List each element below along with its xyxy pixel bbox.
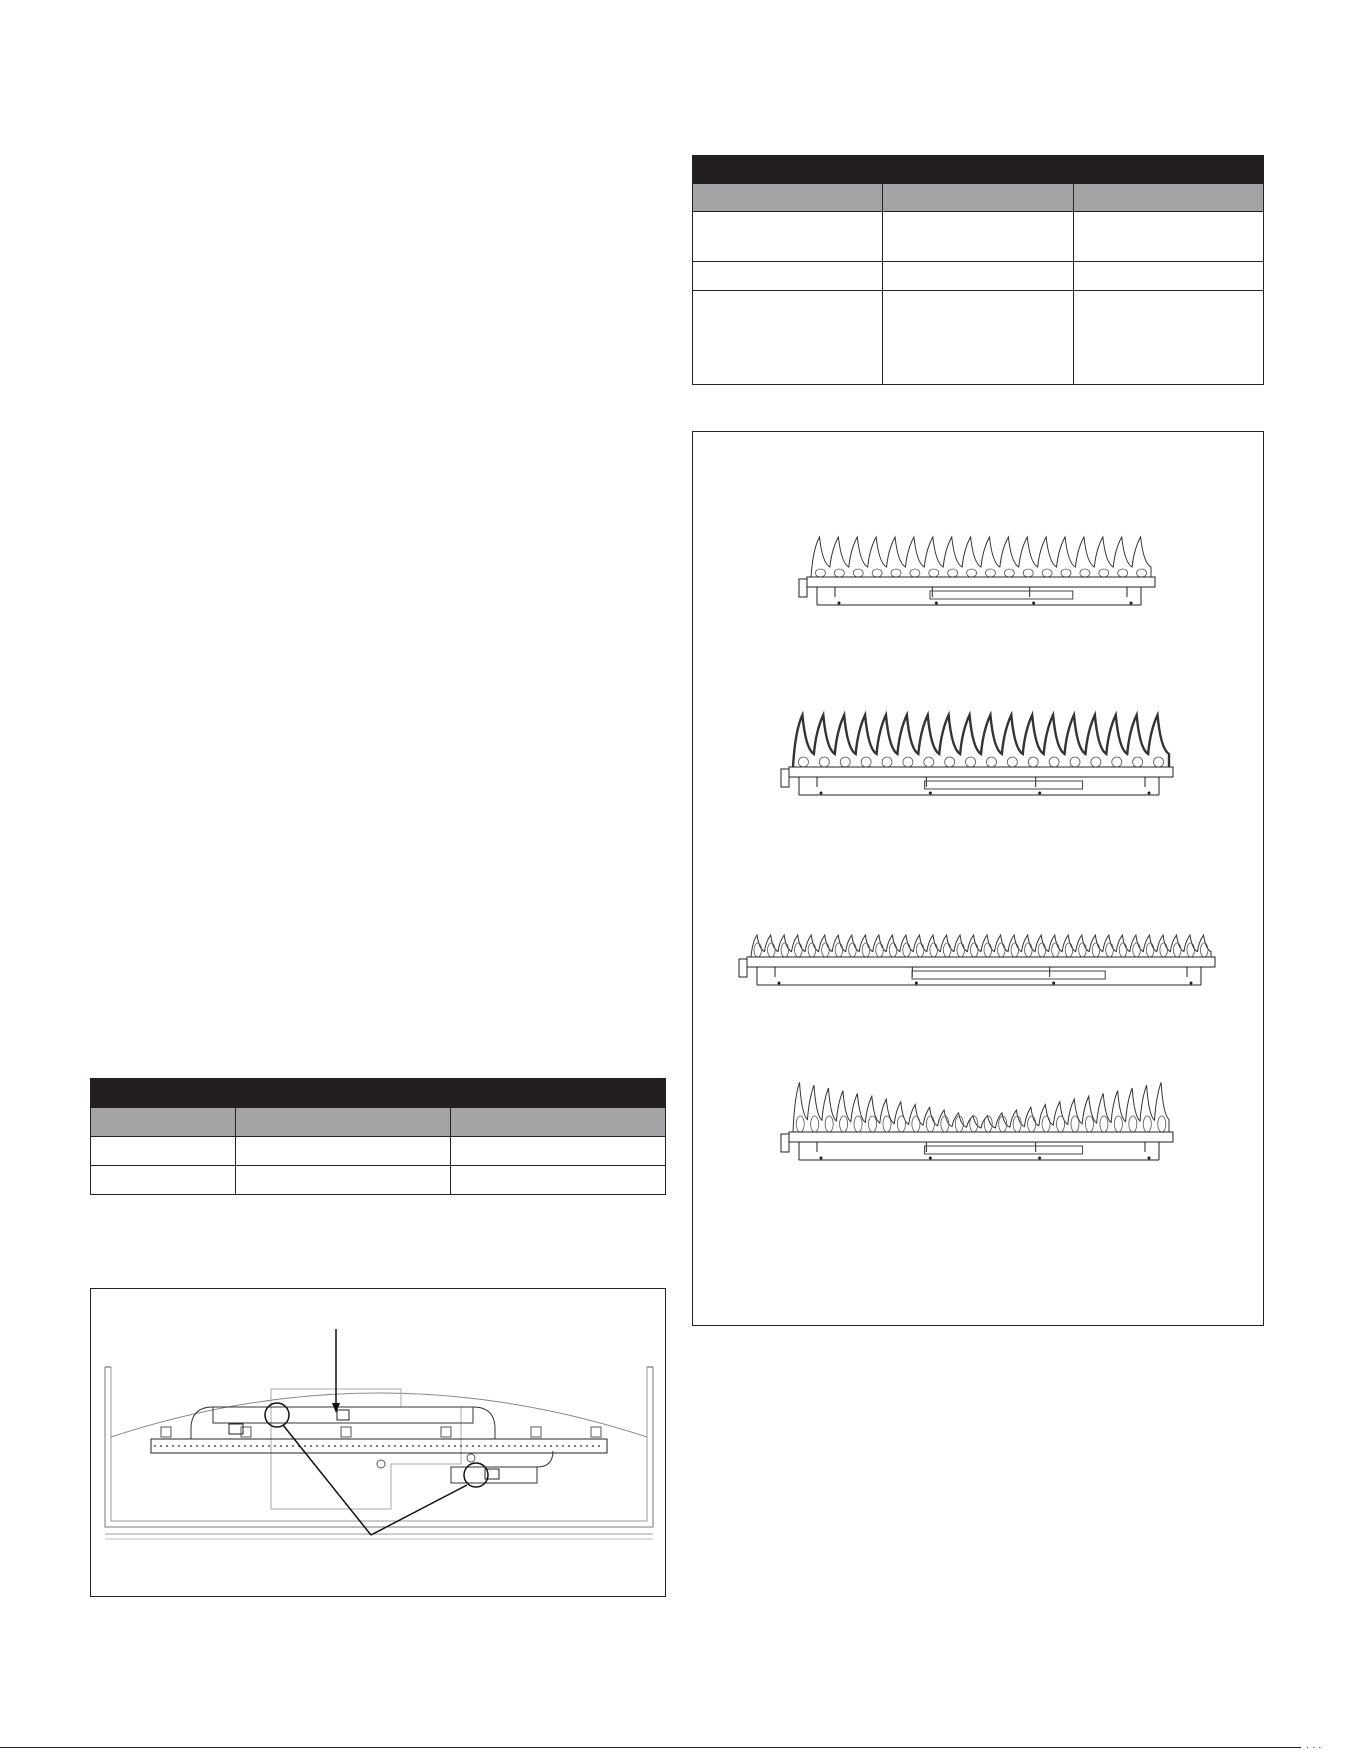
inner-flame — [929, 569, 939, 577]
bracket-foot — [1038, 1157, 1041, 1160]
table-cell — [91, 1137, 236, 1166]
header-cell — [693, 184, 883, 212]
page-number-mark: · · · — [1306, 1742, 1322, 1753]
port-hole — [496, 1445, 498, 1447]
table-cell — [1074, 262, 1264, 291]
inner-flame — [891, 569, 901, 577]
inner-flame — [883, 1116, 891, 1132]
port-hole — [328, 1445, 330, 1447]
inner-flame — [1042, 569, 1052, 577]
port-hole — [334, 1445, 336, 1447]
inner-flame — [811, 1116, 819, 1132]
bracket-foot — [778, 982, 781, 985]
inner-flame — [967, 569, 977, 577]
callout-arrow-head — [332, 1403, 340, 1413]
inner-flame — [1011, 943, 1019, 957]
header-cell — [451, 1108, 666, 1137]
port-hole — [286, 1445, 288, 1447]
bracket-foot — [1148, 792, 1151, 795]
spec-table-left — [90, 1078, 666, 1195]
burner-rail — [789, 1132, 1173, 1142]
bracket-foot — [838, 602, 841, 605]
port-hole — [202, 1445, 204, 1447]
inner-flame — [868, 1116, 876, 1132]
table-cell — [693, 212, 883, 262]
port-hole — [370, 1445, 372, 1447]
port-hole — [574, 1445, 576, 1447]
port-hole — [172, 1445, 174, 1447]
bracket-foot — [929, 792, 932, 795]
port-hole — [196, 1445, 198, 1447]
port-hole — [580, 1445, 582, 1447]
inner-flame — [1038, 943, 1046, 957]
port-hole — [310, 1445, 312, 1447]
table-cell — [693, 262, 883, 291]
port-hole — [418, 1445, 420, 1447]
port-hole — [520, 1445, 522, 1447]
port-hole — [226, 1445, 228, 1447]
port-hole — [274, 1445, 276, 1447]
port-hole — [568, 1445, 570, 1447]
port-hole — [376, 1445, 378, 1447]
inner-flame — [1023, 569, 1033, 577]
burner-port-holes — [154, 1445, 600, 1447]
inner-flame — [808, 943, 816, 957]
port-hole — [406, 1445, 408, 1447]
inner-flame — [903, 757, 913, 767]
port-hole — [466, 1445, 468, 1447]
valve-fitting — [781, 769, 789, 787]
table-row — [693, 262, 1264, 291]
port-hole — [190, 1445, 192, 1447]
inner-flame — [1106, 943, 1114, 957]
inner-flame — [903, 943, 911, 957]
inner-flame — [986, 757, 996, 767]
port-hole — [592, 1445, 594, 1447]
valve-fitting — [781, 1134, 789, 1152]
port-hole — [400, 1445, 402, 1447]
port-hole — [352, 1445, 354, 1447]
inner-flame — [910, 569, 920, 577]
inner-flame — [882, 757, 892, 767]
inner-flame — [1112, 757, 1122, 767]
inner-flame — [1133, 757, 1143, 767]
flame-appearance-drawing — [693, 432, 1265, 1327]
header-cell — [91, 1108, 236, 1137]
inner-flame — [1028, 1116, 1036, 1132]
inner-flame — [1091, 757, 1101, 767]
inner-flame — [819, 757, 829, 767]
port-hole — [562, 1445, 564, 1447]
table-title — [693, 168, 1263, 172]
inner-flame — [1099, 569, 1109, 577]
inner-flame — [1071, 1116, 1079, 1132]
bracket-foot — [1038, 792, 1041, 795]
valve-fitting — [739, 959, 747, 977]
port-hole — [442, 1445, 444, 1447]
inner-flame — [998, 943, 1006, 957]
inner-flame — [1049, 757, 1059, 767]
inner-flame — [897, 1116, 905, 1132]
inner-flame — [943, 943, 951, 957]
inner-flame — [1013, 1116, 1021, 1132]
inner-flame — [872, 569, 882, 577]
flame-panel — [781, 715, 1173, 795]
port-hole — [340, 1445, 342, 1447]
port-hole — [508, 1445, 510, 1447]
inner-flame — [1118, 569, 1128, 577]
port-hole — [184, 1445, 186, 1447]
port-hole — [478, 1445, 480, 1447]
port-hole — [430, 1445, 432, 1447]
inner-flame — [1173, 943, 1181, 957]
port-hole — [538, 1445, 540, 1447]
table-title — [91, 1091, 665, 1095]
port-hole — [160, 1445, 162, 1447]
flame-outline — [811, 537, 1151, 577]
port-hole — [532, 1445, 534, 1447]
inner-flame — [1004, 569, 1014, 577]
inner-flame — [941, 1116, 949, 1132]
inner-flame — [1158, 1116, 1166, 1132]
port-hole — [262, 1445, 264, 1447]
port-hole — [556, 1445, 558, 1447]
port-hole — [364, 1445, 366, 1447]
port-hole — [244, 1445, 246, 1447]
inner-flame — [849, 943, 857, 957]
inner-flame — [835, 943, 843, 957]
inner-flame — [948, 569, 958, 577]
port-hole — [502, 1445, 504, 1447]
port-hole — [154, 1445, 156, 1447]
inner-flame — [822, 943, 830, 957]
port-hole — [412, 1445, 414, 1447]
inner-flame — [815, 569, 825, 577]
inner-flame — [916, 943, 924, 957]
inner-flame — [1070, 757, 1080, 767]
table-cell — [693, 291, 883, 385]
inner-flame — [1042, 1116, 1050, 1132]
table-cell — [451, 1137, 666, 1166]
port-hole — [214, 1445, 216, 1447]
inner-flame — [876, 943, 884, 957]
inner-flame — [957, 943, 965, 957]
burner-top-view-drawing — [91, 1289, 667, 1598]
port-hole — [436, 1445, 438, 1447]
port-hole — [358, 1445, 360, 1447]
inner-flame — [1052, 943, 1060, 957]
port-hole — [490, 1445, 492, 1447]
port-hole — [304, 1445, 306, 1447]
burner-rail — [747, 957, 1215, 967]
port-hole — [424, 1445, 426, 1447]
inner-flame — [1100, 1116, 1108, 1132]
inner-flame — [1133, 943, 1141, 957]
inner-flame — [862, 943, 870, 957]
port-hole — [598, 1445, 600, 1447]
bracket-foot — [1130, 602, 1133, 605]
burner-rail — [789, 767, 1173, 777]
port-hole — [526, 1445, 528, 1447]
inner-flame — [966, 757, 976, 767]
inner-flame — [854, 1116, 862, 1132]
inner-flame — [1028, 757, 1038, 767]
table-cell — [883, 262, 1074, 291]
burner-top-view-figure — [90, 1288, 666, 1597]
inner-flame — [853, 569, 863, 577]
inner-flame — [1200, 943, 1208, 957]
spec-table-right — [692, 155, 1264, 385]
table-cell — [91, 1166, 236, 1195]
inner-flame — [768, 943, 776, 957]
valve-fitting — [799, 579, 807, 597]
table-cell — [883, 212, 1074, 262]
table-title-cell — [91, 1079, 666, 1108]
port-hole — [514, 1445, 516, 1447]
inner-flame — [930, 943, 938, 957]
inner-flame — [1137, 569, 1147, 577]
bracket-foot — [929, 1157, 932, 1160]
port-hole — [472, 1445, 474, 1447]
table-cell — [236, 1137, 451, 1166]
inner-flame — [970, 943, 978, 957]
inner-flame — [1025, 943, 1033, 957]
inner-flame — [1061, 569, 1071, 577]
flame-panel — [781, 1082, 1173, 1160]
inner-flame — [1187, 943, 1195, 957]
inner-flame — [1119, 943, 1127, 957]
port-hole — [232, 1445, 234, 1447]
flame-panel — [799, 537, 1155, 605]
inner-flame — [1160, 943, 1168, 957]
inner-flame — [781, 943, 789, 957]
inner-flame — [1129, 1116, 1137, 1132]
inner-flame — [1154, 757, 1164, 767]
inner-flame — [926, 1116, 934, 1132]
flame-appearance-figure — [692, 431, 1264, 1326]
table-row — [91, 1137, 666, 1166]
inner-flame — [861, 757, 871, 767]
port-hole — [586, 1445, 588, 1447]
bracket-foot — [1190, 982, 1193, 985]
inner-flame — [1080, 569, 1090, 577]
inner-flame — [825, 1116, 833, 1132]
inner-flame — [1056, 1116, 1064, 1132]
bracket-foot — [935, 602, 938, 605]
inner-flame — [924, 757, 934, 767]
port-hole — [460, 1445, 462, 1447]
table-row — [693, 291, 1264, 385]
inner-flame — [1085, 1116, 1093, 1132]
port-hole — [268, 1445, 270, 1447]
flame-panel — [739, 935, 1215, 985]
bracket-foot — [1148, 1157, 1151, 1160]
table-title-row — [693, 156, 1264, 184]
port-hole — [448, 1445, 450, 1447]
inner-flame — [834, 569, 844, 577]
pilot-tube — [930, 591, 1073, 599]
inner-flame — [912, 1116, 920, 1132]
port-hole — [346, 1445, 348, 1447]
port-hole — [238, 1445, 240, 1447]
inner-flame — [840, 1116, 848, 1132]
port-hole — [292, 1445, 294, 1447]
flame-outline — [793, 1082, 1169, 1132]
callout-leader — [283, 1425, 371, 1535]
table-header-row — [693, 184, 1264, 212]
inner-flame — [1092, 943, 1100, 957]
inner-flame — [798, 757, 808, 767]
pilot-tube — [925, 781, 1083, 789]
inner-flame — [795, 943, 803, 957]
inner-flame — [1146, 943, 1154, 957]
inner-flame — [1143, 1116, 1151, 1132]
inner-flame — [1007, 757, 1017, 767]
port-hole — [394, 1445, 396, 1447]
port-hole — [250, 1445, 252, 1447]
port-hole — [178, 1445, 180, 1447]
pilot-tube — [925, 1146, 1083, 1154]
bracket-foot — [1032, 602, 1035, 605]
table-row — [91, 1166, 666, 1195]
port-hole — [220, 1445, 222, 1447]
inner-flame — [1114, 1116, 1122, 1132]
inner-flame — [1079, 943, 1087, 957]
header-cell — [1074, 184, 1264, 212]
inner-flame — [796, 1116, 804, 1132]
table-title-cell — [693, 156, 1264, 184]
page-bottom-rule — [0, 1747, 1301, 1748]
inner-flame — [840, 757, 850, 767]
flame-outline — [751, 935, 1211, 957]
bracket-foot — [915, 982, 918, 985]
table-header-row — [91, 1108, 666, 1137]
port-hole — [544, 1445, 546, 1447]
port-hole — [256, 1445, 258, 1447]
port-hole — [388, 1445, 390, 1447]
inner-flame — [985, 569, 995, 577]
header-cell — [883, 184, 1074, 212]
inner-flame — [1065, 943, 1073, 957]
port-hole — [382, 1445, 384, 1447]
bracket-foot — [1052, 982, 1055, 985]
table-title-row — [91, 1079, 666, 1108]
port-hole — [208, 1445, 210, 1447]
port-hole — [166, 1445, 168, 1447]
port-hole — [550, 1445, 552, 1447]
bracket-foot — [820, 1157, 823, 1160]
pilot-tube — [912, 971, 1105, 979]
port-hole — [454, 1445, 456, 1447]
burner-rail — [807, 577, 1155, 587]
inner-flame — [945, 757, 955, 767]
inner-flame — [984, 943, 992, 957]
port-hole — [316, 1445, 318, 1447]
inner-flame — [889, 943, 897, 957]
table-cell — [1074, 212, 1264, 262]
port-hole — [322, 1445, 324, 1447]
table-cell — [236, 1166, 451, 1195]
port-hole — [484, 1445, 486, 1447]
table-row — [693, 212, 1264, 262]
header-cell — [236, 1108, 451, 1137]
bracket-foot — [820, 792, 823, 795]
inner-flame — [754, 943, 762, 957]
table-cell — [883, 291, 1074, 385]
table-cell — [1074, 291, 1264, 385]
port-hole — [280, 1445, 282, 1447]
table-cell — [451, 1166, 666, 1195]
